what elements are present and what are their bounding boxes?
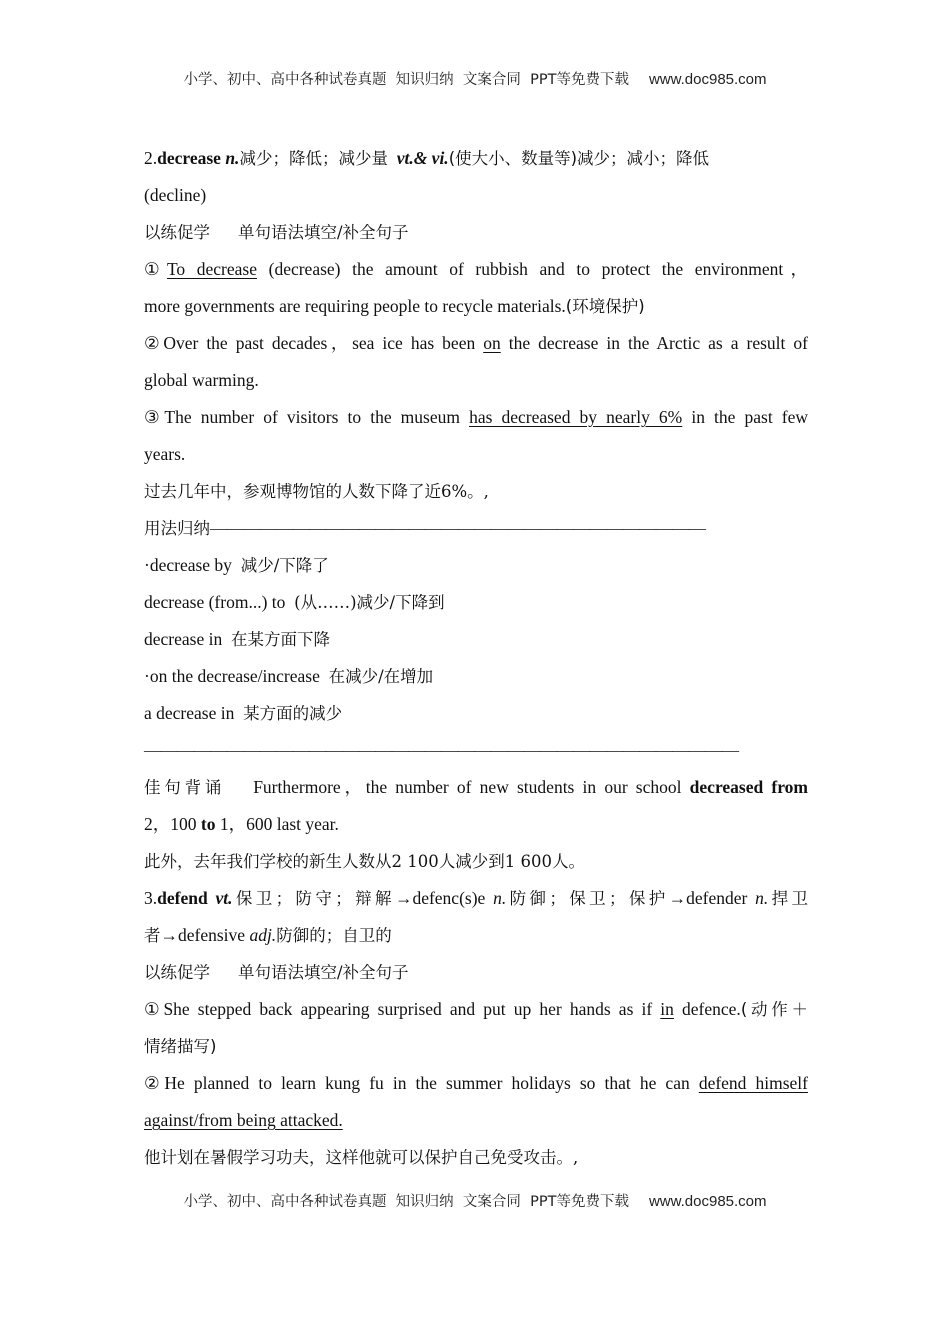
entry2-practice-heading [144, 214, 808, 251]
entry2-heading [144, 140, 808, 177]
derivative-def: 者 [144, 926, 161, 945]
footer-site: www.doc985.com [648, 1193, 767, 1210]
usage-en: decrease (from...) to [144, 592, 286, 612]
answer-blank: has decreased by nearly 6% [469, 407, 683, 427]
practice-desc: 单句语法填空/补全句子 [238, 223, 409, 242]
usage-en: decrease in [144, 629, 223, 649]
entry2-ex2-line1 [144, 325, 808, 362]
usage-cn: 在减少/在增加 [328, 667, 434, 686]
derivative-pos: n. [755, 888, 769, 908]
key-phrase: to [200, 814, 216, 834]
entry3-ex2-line1 [144, 1065, 808, 1102]
entry2-pos1: n. [225, 148, 240, 168]
topic-tag: (环境保护) [565, 297, 645, 316]
usage-rule: —————————————————————————————— [210, 518, 705, 538]
ex-text: 2，100 [144, 814, 201, 834]
derivative: →defensive [160, 925, 250, 945]
practice-label: 以练促学 [144, 223, 210, 242]
ex-text: more governments are requiring people to recycle materials. [144, 296, 566, 316]
entry3-practice-heading [144, 954, 808, 991]
ex-text: (decrease) the amount of rubbish and to protect the environment， [257, 259, 808, 279]
entry2-pos2: vt.& vi. [396, 148, 449, 168]
derivative: →defender [668, 888, 756, 908]
ex-mark: ① [144, 999, 164, 1019]
derivative-def: 防御；保卫；保护 [506, 889, 669, 908]
header-site: www.doc985.com [648, 71, 767, 88]
entry3-pos1: vt. [215, 888, 233, 908]
entry3-number: 3. [144, 888, 158, 908]
entry2-ex3-translation: 过去几年中，参观博物馆的人数下降了近6%。, [144, 482, 489, 501]
usage-cn: 某方面的减少 [243, 704, 343, 723]
entry2-ex1-line1 [144, 251, 808, 288]
entry3-ex1-line1 [144, 991, 808, 1028]
usage-item [144, 621, 808, 658]
usage-cn: 在某方面下降 [230, 630, 330, 649]
entry3-ex2-line2 [144, 1102, 808, 1139]
key-phrase: decreased from [689, 777, 808, 797]
usage-heading [144, 510, 808, 547]
usage-cn: 减少/下降了 [240, 556, 329, 575]
entry2-number: 2. [144, 148, 158, 168]
usage-en: ·decrease by [144, 555, 232, 575]
derivative-def: 捍卫 [768, 889, 809, 908]
entry3-ex1-line2: 情绪描写) [144, 1037, 217, 1056]
good-sentence-translation: 此外，去年我们学校的新生人数从2 100人减少到1 600人。 [144, 852, 585, 871]
practice-desc: 单句语法填空/补全句子 [238, 963, 409, 982]
ex-text: the decrease in the Arctic as a result of [500, 333, 808, 353]
entry2-ex1-line2 [144, 288, 808, 325]
page-header [0, 68, 950, 89]
good-sentence-line1 [144, 769, 808, 806]
ex-text: She stepped back appearing surprised and put up her hands as if [163, 999, 661, 1019]
entry3-word: defend [157, 888, 208, 908]
usage-item [144, 584, 808, 621]
ex-mark: ② [144, 333, 164, 353]
entry2-def1: 减少；降低；减少量 [239, 149, 388, 168]
answer-blank: in [660, 999, 674, 1019]
entry2-synonym: (decline) [144, 185, 207, 205]
derivative-def: 防御的；自卫的 [276, 926, 392, 945]
entry2-def2: (使大小、数量等)减少；减小；降低 [448, 149, 710, 168]
answer-blank: against/from being attacked. [144, 1110, 343, 1130]
good-sentence-label: 佳句背诵 [144, 778, 226, 797]
entry2-ex3-line2: years. [144, 444, 186, 464]
answer-blank: To decrease [166, 259, 257, 279]
entry3-heading [144, 880, 808, 917]
derivative-pos: adj. [249, 925, 277, 945]
entry3-heading-line2 [144, 917, 808, 954]
answer-blank: on [483, 333, 501, 353]
usage-en: a decrease in [144, 703, 235, 723]
derivative-pos: n. [493, 888, 507, 908]
ex-mark: ② [144, 1073, 165, 1093]
ex-text: The number of visitors to the museum [164, 407, 470, 427]
practice-label: 以练促学 [144, 963, 210, 982]
usage-cn: (从……)减少/下降到 [294, 593, 445, 612]
entry2-ex2-line2: global warming. [144, 370, 259, 390]
ex-text: Over the past decades，sea ice has been [163, 333, 484, 353]
ex-text: defence. [673, 999, 741, 1019]
usage-item [144, 658, 808, 695]
usage-label: 用法归纳 [144, 519, 210, 538]
topic-tag: (动作＋ [740, 1000, 808, 1019]
usage-en: ·on the decrease/increase [144, 666, 320, 686]
ex-mark: ① [144, 259, 167, 279]
answer-blank: defend himself [698, 1073, 808, 1093]
footer-lead: 小学、初中、高中各种试卷真题 知识归纳 文案合同 PPT等免费下载 [183, 1194, 629, 1210]
usage-item [144, 695, 808, 732]
entry2-word: decrease [157, 148, 221, 168]
ex-text: Furthermore，the number of new students in our school [253, 777, 690, 797]
entry3-def1: 保卫；防守；辩解 [232, 889, 395, 908]
ex-text: 1，600 last year. [215, 814, 339, 834]
good-sentence-line2 [144, 806, 808, 843]
usage-end-rule: ———————————————————————————————————— [144, 740, 738, 760]
entry2-ex3-line1 [144, 399, 808, 436]
document-body [144, 140, 808, 1176]
entry3-ex2-translation: 他计划在暑假学习功夫，这样他就可以保护自己免受攻击。, [144, 1148, 579, 1167]
ex-mark: ③ [144, 407, 165, 427]
derivative: →defenc(s)e [394, 888, 494, 908]
header-lead: 小学、初中、高中各种试卷真题 知识归纳 文案合同 PPT等免费下载 [183, 72, 629, 88]
page-footer [0, 1190, 950, 1211]
ex-text: He planned to learn kung fu in the summer holidays so that he can [164, 1073, 699, 1093]
ex-text: in the past few [682, 407, 808, 427]
usage-item [144, 547, 808, 584]
